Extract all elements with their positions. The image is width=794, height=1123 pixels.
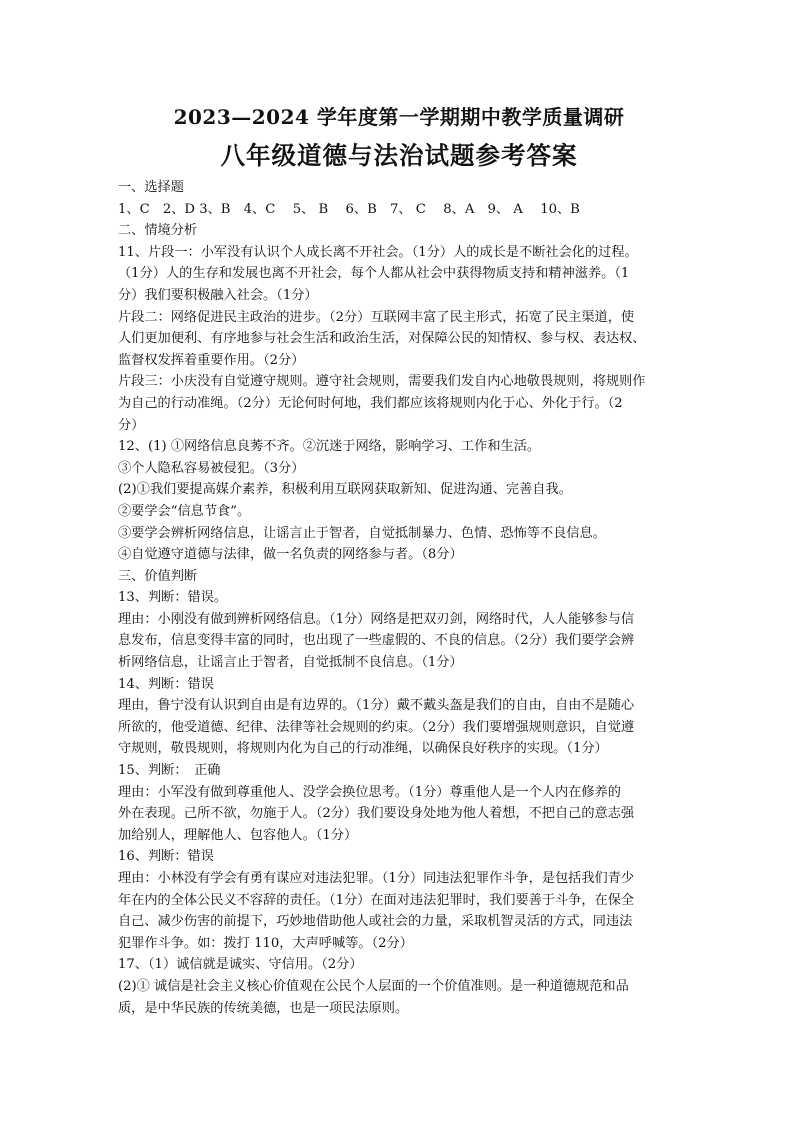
text-line: 为自己的行动准绳。（2分）无论何时何地，我们都应该将规则内化于心、外化于行。（2 [118,395,623,411]
text-line: 理由，鲁宁没有认识到自由是有边界的。（1分）戴不戴头盔是我们的自由，自由不是随心 [118,698,635,714]
text-line: 一、选择题 [118,180,184,195]
text-line: 12、(1) ①网络信息良莠不齐。②沉迷于网络，影响学习、工作和生活。 [118,439,541,455]
text-line: 人们更加便利、有序地参与社会生活和政治生活，对保障公民的知情权、参与权、表达权、 [118,331,646,347]
answer-body [118,177,688,1019]
text-line: 11、片段一：小军没有认识个人成长离不开社会。（1分）人的成长是不断社会化的过程。 [118,244,638,260]
text-line: 1、C 2、D 3、B 4、C 5、 B 6、B 7、 C 8、A 9、 A 10、B [118,201,580,217]
text-line: 片段三：小庆没有自觉遵守规则。遵守社会规则，需要我们发自内心地敬畏规则，将规则作 [118,374,646,390]
text-line: 犯罪作斗争。如：拨打 110，大声呼喊等。（2分） [118,935,413,951]
text-line: 三、价值判断 [118,568,198,584]
text-line: 息发布，信息变得丰富的同时，也出现了一些虚假的、不良的信息。（2分）我们要学会辨 [118,633,635,649]
text-line: 理由：小林没有学会有勇有谋应对违法犯罪。（1分）同违法犯罪作斗争，是包括我们青少 [118,871,635,886]
text-line: 所欲的，他受道德、纪律、法律等社会规则的约束。（2分）我们要增强规则意识，自觉遵 [118,719,635,735]
text-line: 年在内的全体公民义不容辞的责任。（1分）在面对违法犯罪时，我们要善于斗争，在保全 [118,892,635,908]
text-line: 加给别人，理解他人、包容他人。（1分） [118,827,358,843]
exam-title: 2023—2024 学年度第一学期期中教学质量调研 [173,105,625,129]
text-line: ③要学会辨析网络信息，让谣言止于智者，自觉抵制暴力、色情、恐怖等不良信息。 [118,525,606,541]
text-line: 析网络信息，让谣言止于智者，自觉抵制不良信息。（1分） [118,655,463,671]
text-line: 外在表现。己所不欲，勿施于人。（2分）我们要设身处地为他人着想，不把自己的意志强 [118,806,635,822]
text-line: ③个人隐私容易被侵犯。（3分） [118,460,305,476]
text-line: (2)①我们要提高媒介素养，积极利用互联网获取新知、促进沟通、完善自我。 [118,482,572,498]
text-line: 理由：小军没有做到尊重他人、没学会换位思考。（1分）尊重他人是一个人内在修养的 [118,784,621,800]
text-line: 16、判断：错误 [118,849,214,865]
text-line: 理由：小刚没有做到辨析网络信息。（1分）网络是把双刃剑，网络时代，人人能够参与信 [118,611,635,627]
text-line: 分）我们要积极融入社会。（1分） [118,287,318,303]
text-line: ④自觉遵守道德与法律，做一名负责的网络参与者。（8分） [118,547,463,563]
answer-key-title: 八年级道德与法治试题参考答案 [220,141,578,170]
text-line: 监督权发挥着重要作用。（2分） [118,352,305,368]
text-line: (2)① 诚信是社会主义核心价值观在公民个人层面的一个价值准则。是一种道德规范和品 [118,978,629,994]
text-line: ②要学会“信息节食”。 [118,503,251,519]
text-line: 17、（1）诚信就是诚实、守信用。（2分） [118,957,363,973]
text-line: 分） [118,417,145,433]
text-line: 片段二：网络促进民主政治的进步。（2分）互联网丰富了民主形式，拓宽了民主渠道，使 [118,309,635,325]
text-line: 守规则，敬畏规则，将规则内化为自己的行动准绳，以确保良好秩序的实现。（1分） [118,741,608,757]
text-line: （1分）人的生存和发展也离不开社会，每个人都从社会中获得物质支持和精神滋养。（1 [118,266,630,282]
text-line: 质，是中华民族的传统美德，也是一项民法原则。 [118,1000,409,1016]
text-line: 13、判断：错误。 [118,590,228,606]
text-line: 14、判断：错误 [118,676,214,692]
text-line: 15、判断： 正确 [118,763,221,779]
text-line: 二、情境分析 [118,223,198,239]
text-line: 自己、减少伤害的前提下，巧妙地借助他人或社会的力量，采取机智灵活的方式，同违法 [118,914,633,930]
